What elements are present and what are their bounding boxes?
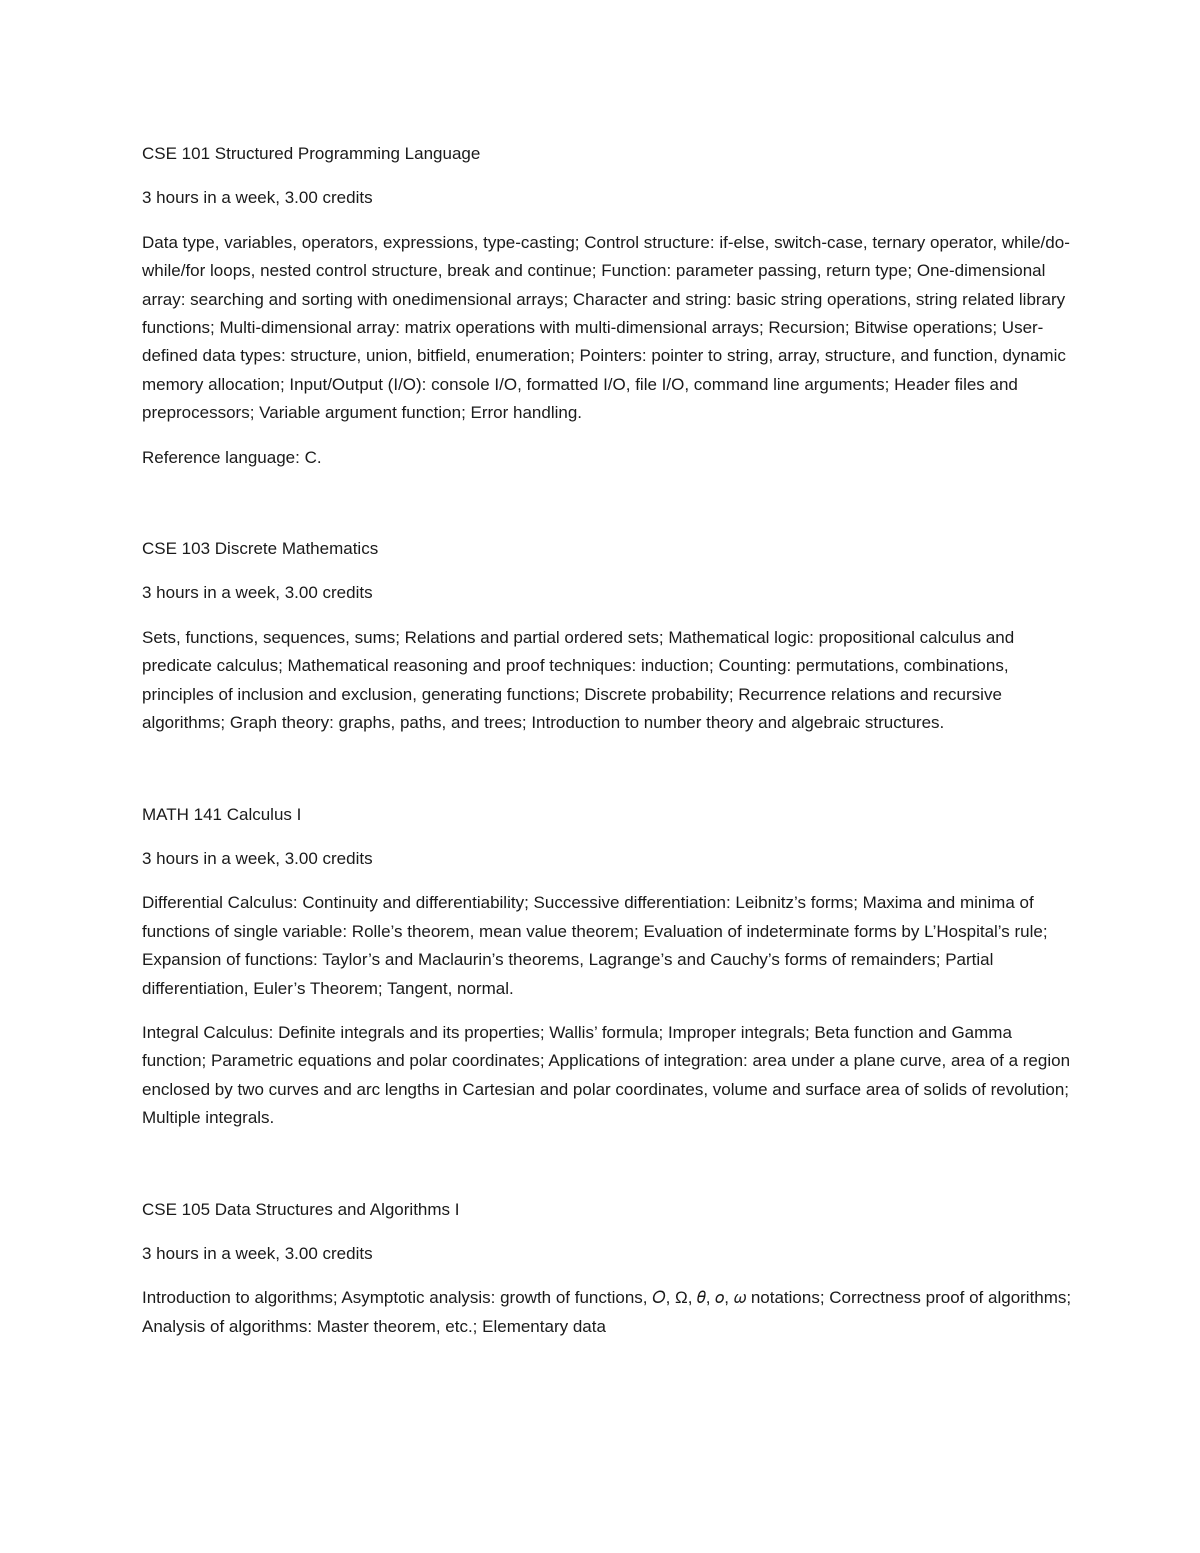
course-description-integral: Integral Calculus: Definite integrals and its properties; Wallis’ formula; Improper integrals; Beta function and Gamma function; Parametric equations and polar coordinates; Applications of integration: area under a plane curve, area of a region enclosed by two curves and arc lengths in Cartesian and polar coordinates, volume and surface area of solids of revolution; Multiple integrals.	[142, 1022, 1071, 1128]
course-section-cse101	[142, 140, 1072, 472]
course-reference: Reference language: C.	[142, 447, 322, 467]
course-section-math141	[142, 801, 1072, 1133]
course-hours: 3 hours in a week, 3.00 credits	[142, 188, 373, 208]
document-body	[142, 140, 1072, 1341]
course-section-cse103	[142, 535, 1072, 737]
course-hours: 3 hours in a week, 3.00 credits	[142, 583, 373, 603]
course-title: MATH 141 Calculus I	[142, 804, 302, 824]
course-description: Data type, variables, operators, expressions, type-casting; Control structure: if-else, switch-case, ternary operator, while/do-while/for loops, nested control structure, break and continue; Function: parameter passing, return type; One-dimensional array: searching and sorting with onedimensional arrays; Character and string: basic string operations, string related library functions; Multi-dimensional array: matrix operations with multi-dimensional arrays; Recursion; Bitwise operations; User-defined data types: structure, union, bitfield, enumeration; Pointers: pointer to string, array, structure, and function, dynamic memory allocation; Input/Output (I/O): console I/O, formatted I/O, file I/O, command line arguments; Header files and preprocessors; Variable argument function; Error handling.	[142, 232, 1070, 423]
course-description-differential: Differential Calculus: Continuity and differentiability; Successive differentiation: Leibnitz’s forms; Maxima and minima of functions of single variable: Rolle’s theorem, mean value theorem; Evaluation of indeterminate forms by L’Hospital’s rule; Expansion of functions: Taylor’s and Maclaurin’s theorems, Lagrange’s and Cauchy’s forms of remainders; Partial differentiation, Euler’s Theorem; Tangent, normal.	[142, 893, 1048, 998]
course-hours: 3 hours in a week, 3.00 credits	[142, 1243, 373, 1263]
course-description: Introduction to algorithms; Asymptotic analysis: growth of functions, 𝑂, Ω, 𝜃, 𝑜, 𝜔 notations; Correctness proof of algorithms; Analysis of algorithms: Master theorem, etc.; Elementary data	[142, 1288, 1072, 1336]
course-section-cse105	[142, 1196, 1072, 1342]
course-title: CSE 101 Structured Programming Language	[142, 144, 481, 163]
course-hours: 3 hours in a week, 3.00 credits	[142, 848, 373, 868]
course-title: CSE 105 Data Structures and Algorithms I	[142, 1199, 460, 1219]
course-description: Sets, functions, sequences, sums; Relations and partial ordered sets; Mathematical logic: propositional calculus and predicate calculus; Mathematical reasoning and proof techniques: induction; Counting: permutations, combinations, principles of inclusion and exclusion, generating functions; Discrete probability; Recurrence relations and recursive algorithms; Graph theory: graphs, paths, and trees; Introduction to number theory and algebraic structures.	[142, 627, 1015, 733]
course-title: CSE 103 Discrete Mathematics	[142, 539, 379, 559]
